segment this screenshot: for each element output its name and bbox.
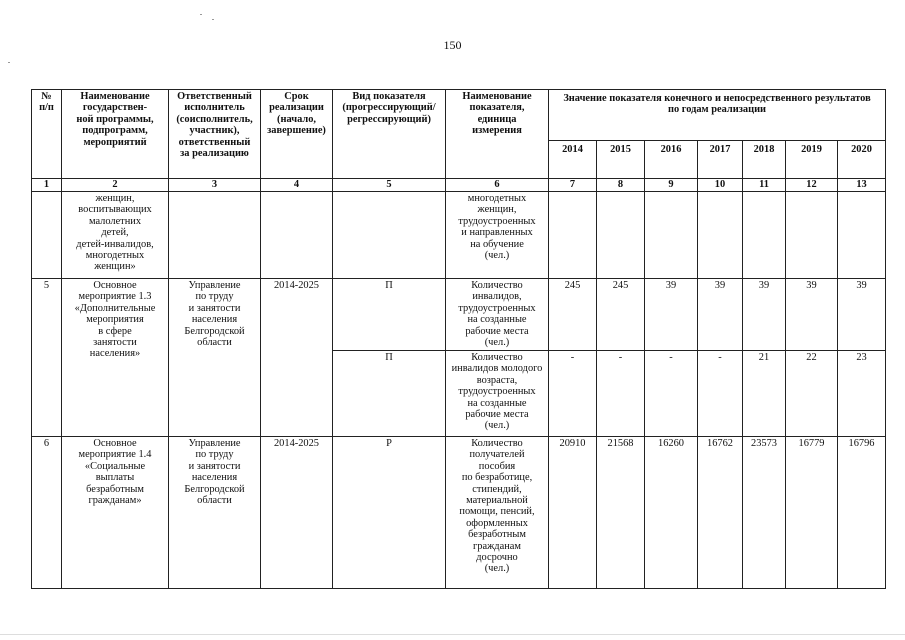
row-value: - <box>698 351 743 437</box>
results-table <box>31 89 886 589</box>
scan-speck <box>200 14 202 15</box>
row-term: 2014-2025 <box>261 437 333 589</box>
row-value: 245 <box>597 279 645 351</box>
row-value: 21568 <box>597 437 645 589</box>
row-value: 39 <box>645 279 698 351</box>
colnum: 13 <box>838 179 886 192</box>
row-indicator: многодетных женщин, трудоустроенных и направленных на обучение (чел.) <box>446 192 549 279</box>
year-2017: 2017 <box>698 141 743 179</box>
row-value <box>838 192 886 279</box>
row-indicator: Количество получателей пособия по безработице, стипендий, материальной помощи, пенсий, оформленных безработным гражданам досрочно (чел.) <box>446 437 549 589</box>
row-indicator: Количество инвалидов, трудоустроенных на созданные рабочие места (чел.) <box>446 279 549 351</box>
row-name: Основное мероприятие 1.4 «Социальные выплаты безработным гражданам» <box>62 437 169 589</box>
row-kind: П <box>333 279 446 351</box>
year-2020: 2020 <box>838 141 886 179</box>
row-kind <box>333 192 446 279</box>
colnum: 11 <box>743 179 786 192</box>
colnum: 6 <box>446 179 549 192</box>
row-value <box>743 192 786 279</box>
colnum: 4 <box>261 179 333 192</box>
colnum: 2 <box>62 179 169 192</box>
row-num: 5 <box>32 279 62 437</box>
colnum: 5 <box>333 179 446 192</box>
colnum: 1 <box>32 179 62 192</box>
row-value <box>698 192 743 279</box>
header-executor: Ответственный исполнитель (соисполнитель, участник), ответственный за реализацию <box>169 90 261 179</box>
page-number: 150 <box>443 38 462 52</box>
row-value: - <box>549 351 597 437</box>
row-term: 2014-2025 <box>261 279 333 437</box>
row-term <box>261 192 333 279</box>
header-num: № п/п <box>32 90 62 179</box>
row-value: 21 <box>743 351 786 437</box>
table-row <box>32 437 886 589</box>
row-num: 6 <box>32 437 62 589</box>
column-numbers-row <box>32 179 886 192</box>
year-2019: 2019 <box>786 141 838 179</box>
header-program-name: Наименование государствен- ной программы, подпрограмм, мероприятий <box>62 90 169 179</box>
row-value <box>786 192 838 279</box>
row-value: 23573 <box>743 437 786 589</box>
row-value: 23 <box>838 351 886 437</box>
row-value: 16260 <box>645 437 698 589</box>
year-2016: 2016 <box>645 141 698 179</box>
colnum: 8 <box>597 179 645 192</box>
row-value: 39 <box>698 279 743 351</box>
table-row <box>32 279 886 351</box>
row-kind: П <box>333 351 446 437</box>
row-value <box>645 192 698 279</box>
row-kind: Р <box>333 437 446 589</box>
page-edge-line <box>0 634 905 635</box>
colnum: 10 <box>698 179 743 192</box>
colnum: 3 <box>169 179 261 192</box>
row-value: 20910 <box>549 437 597 589</box>
row-value <box>597 192 645 279</box>
colnum: 12 <box>786 179 838 192</box>
row-name: женщин, воспитывающих малолетних детей, детей-инвалидов, многодетных женщин» <box>62 192 169 279</box>
row-value: 16796 <box>838 437 886 589</box>
row-name: Основное мероприятие 1.3 «Дополнительные мероприятия в сфере занятости населения» <box>62 279 169 437</box>
row-value <box>549 192 597 279</box>
row-value: - <box>645 351 698 437</box>
row-executor: Управление по труду и занятости населения Белгородской области <box>169 437 261 589</box>
colnum: 7 <box>549 179 597 192</box>
row-value: 39 <box>743 279 786 351</box>
header-row <box>32 90 886 141</box>
header-term: Срок реализации (начало, завершение) <box>261 90 333 179</box>
scan-speck <box>212 19 214 20</box>
row-value: 39 <box>838 279 886 351</box>
row-value: 16779 <box>786 437 838 589</box>
row-value: 39 <box>786 279 838 351</box>
year-2018: 2018 <box>743 141 786 179</box>
row-executor <box>169 192 261 279</box>
table-row <box>32 192 886 279</box>
year-2014: 2014 <box>549 141 597 179</box>
row-indicator: Количество инвалидов молодого возраста, трудоустроенных на созданные рабочие места (чел.) <box>446 351 549 437</box>
header-indicator-name: Наименование показателя, единица измерения <box>446 90 549 179</box>
header-values: Значение показателя конечного и непосредственного результатов по годам реализации <box>549 90 886 141</box>
year-2015: 2015 <box>597 141 645 179</box>
row-num <box>32 192 62 279</box>
row-value: 16762 <box>698 437 743 589</box>
scan-speck <box>8 62 10 63</box>
row-value: - <box>597 351 645 437</box>
row-executor: Управление по труду и занятости населения Белгородской области <box>169 279 261 437</box>
header-indicator-kind: Вид показателя (прогрессирующий/ регрессирующий) <box>333 90 446 179</box>
row-value: 245 <box>549 279 597 351</box>
colnum: 9 <box>645 179 698 192</box>
row-value: 22 <box>786 351 838 437</box>
